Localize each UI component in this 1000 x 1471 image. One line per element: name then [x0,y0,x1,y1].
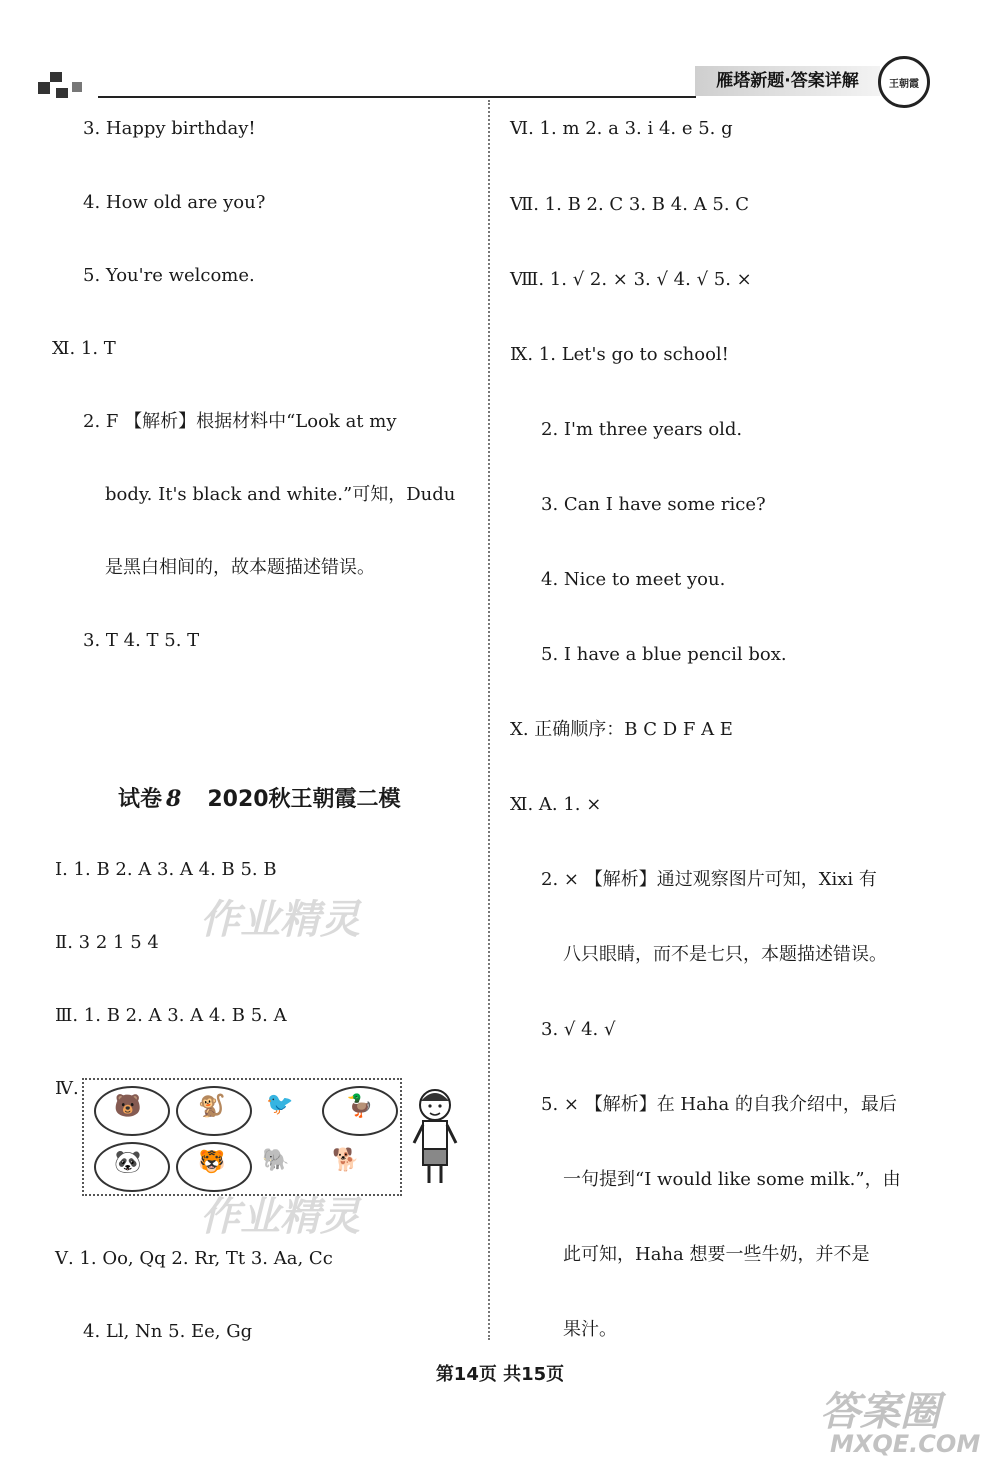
explanation-line: 此可知，Haha 想要一些牛奶，并不是 [563,1244,870,1265]
header-rule [98,96,696,98]
monkey-icon: 🐒 [198,1094,226,1119]
answer-line: 4. Nice to meet you. [541,569,726,590]
column-divider [488,100,490,1340]
duck-icon: 🦆 [346,1094,374,1119]
page-footer: 第14页 共15页 [435,1364,565,1385]
dog-icon: 🐕 [332,1148,360,1173]
answer-line: 5. You're welcome. [83,265,255,286]
explanation-line: 5. × 【解析】在 Haha 的自我介绍中，最后 [541,1094,897,1115]
answer-line: Ⅺ. 1. T [52,338,116,359]
tiger-icon: 🐯 [198,1150,226,1175]
answer-line: 2. I'm three years old. [541,419,743,440]
watermark: MXQE.COM [830,1430,981,1458]
animal-picture-box [82,1078,402,1196]
explanation-line: 一句提到“I would like some milk.”，由 [563,1169,901,1190]
answer-line: 4. Ll, Nn 5. Ee, Gg [83,1321,253,1342]
watermark: 作业精灵 [200,897,360,943]
section-title-text: 2020秋王朝霞二模 [207,787,401,812]
watermark: 作业精灵 [200,1194,360,1240]
answer-line: Ⅶ. 1. B 2. C 3. B 4. A 5. C [510,194,750,215]
answer-line: Ⅵ. 1. m 2. a 3. i 4. e 5. g [510,118,733,139]
answer-line: Ⅱ. 3 2 1 5 4 [55,932,159,953]
brand-logo: 王朝霞 [878,56,930,108]
explanation-line: 八只眼睛，而不是七只，本题描述错误。 [563,944,887,965]
answer-line: Ⅲ. 1. B 2. A 3. A 4. B 5. A [55,1005,287,1026]
bird-icon: 🐦 [266,1092,294,1117]
answer-line: 4. How old are you? [83,192,266,213]
watermark: 答案圈 [820,1389,940,1435]
panda-icon: 🐼 [114,1150,142,1175]
explanation-line: body. It's black and white.”可知，Dudu [105,484,456,505]
explanation-line: 果汁。 [563,1319,617,1340]
answer-line: Ⅹ. 正确顺序：B C D F A E [510,719,733,740]
answer-line: 5. I have a blue pencil box. [541,644,787,665]
answer-line: 3. Happy birthday! [83,118,256,139]
answer-line: Ⅳ. [55,1078,79,1099]
answer-line: Ⅺ. A. 1. × [510,794,602,815]
boy-illustration [410,1085,460,1190]
answer-line: 3. √ 4. √ [541,1019,616,1040]
answer-line: Ⅴ. 1. Oo, Qq 2. Rr, Tt 3. Aa, Cc [55,1248,333,1269]
section-title-label: 试卷 [118,787,163,812]
header-tag: 雁塔新题·答案详解 [695,66,880,96]
section-number: 8 [166,786,182,812]
answer-line: Ⅸ. 1. Let's go to school! [510,344,729,365]
explanation-line: 2. × 【解析】通过观察图片可知，Xixi 有 [541,869,877,890]
bear-icon: 🐻 [114,1094,142,1119]
answer-line: 3. T 4. T 5. T [83,630,200,651]
header-decoration [38,72,98,102]
elephant-icon: 🐘 [262,1148,290,1173]
answer-line: Ⅰ. 1. B 2. A 3. A 4. B 5. B [55,859,277,880]
explanation-line: 是黑白相间的，故本题描述错误。 [105,557,375,578]
section-title [118,782,401,813]
answer-line: 3. Can I have some rice? [541,494,766,515]
answer-line: Ⅷ. 1. √ 2. × 3. √ 4. √ 5. × [510,269,752,290]
explanation-line: 2. F 【解析】根据材料中“Look at my [83,411,397,432]
